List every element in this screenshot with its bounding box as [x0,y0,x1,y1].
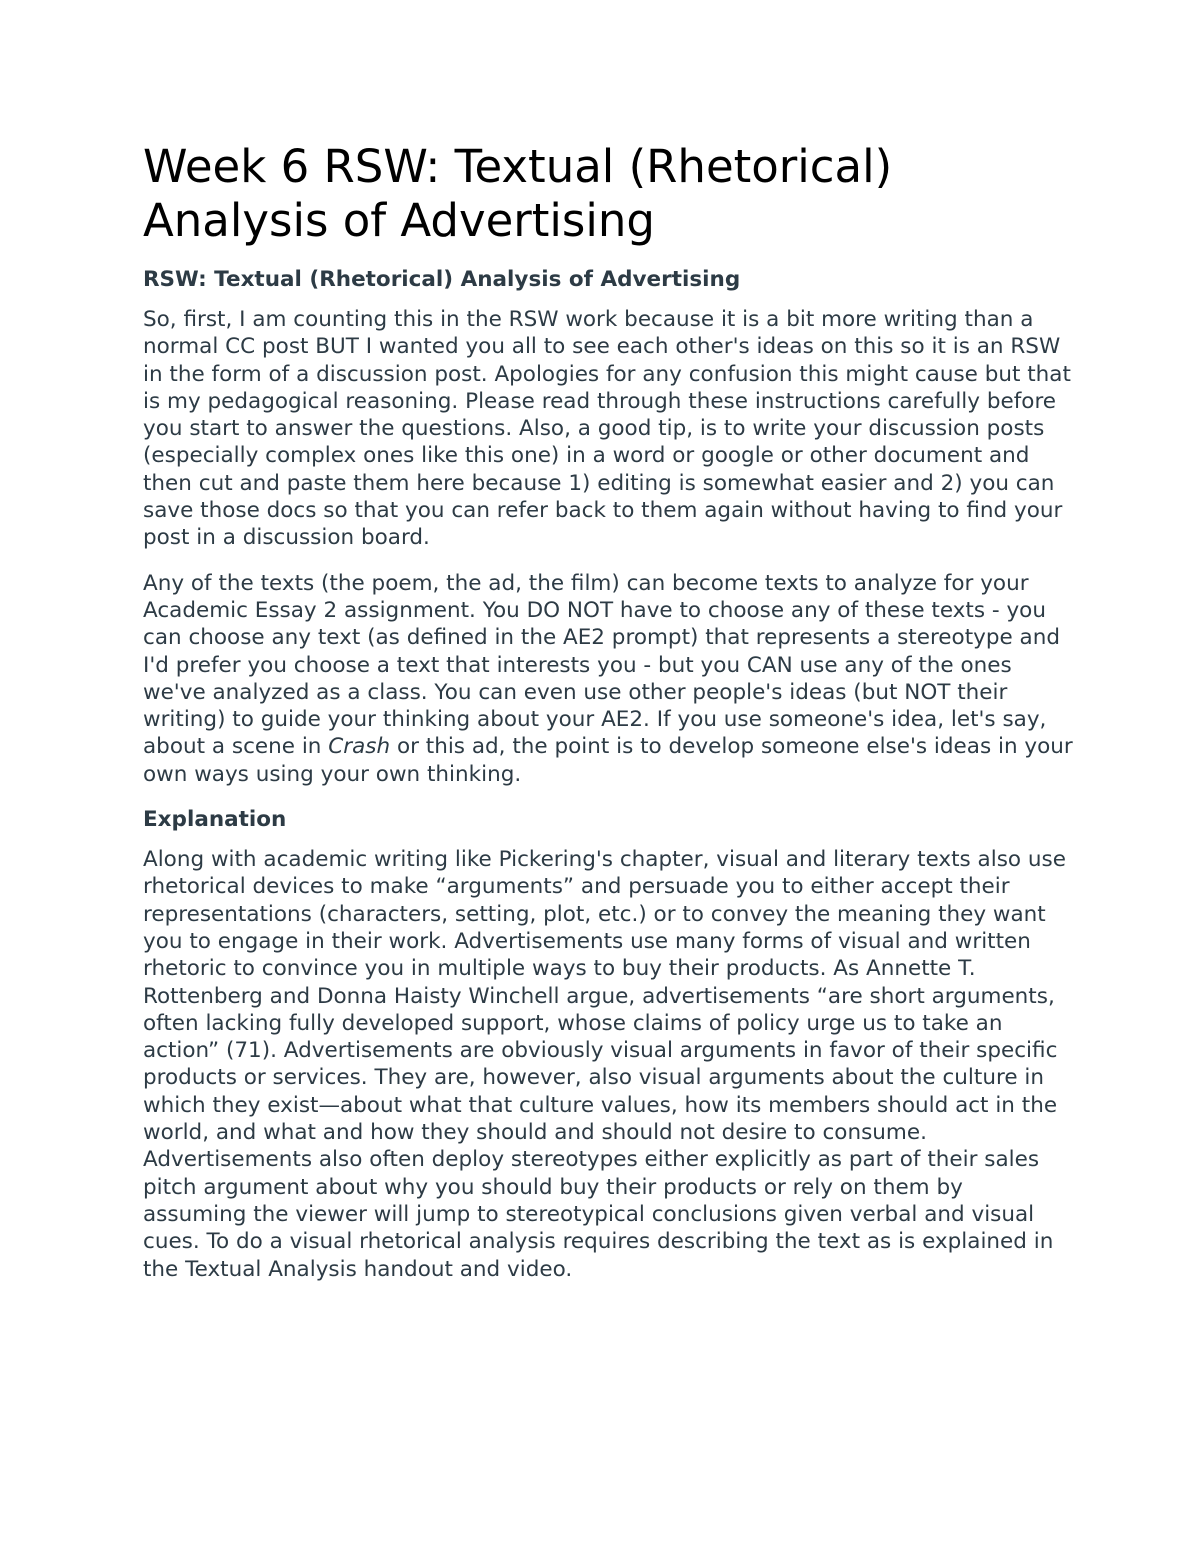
texts-paragraph-start: Any of the texts (the poem, the ad, the film) can become texts to analyze for your Academic Essay 2 assignment. You DO NOT have to choose any of these texts - you can choose any text (as defined in the AE2 prompt) that represents a stereotype and I'd prefer you choose a text that interests you - but you CAN use any of the ones we've analyzed as a class. You can even use other people's ideas (but NOT their writing) to guide your thinking about your AE2. If you use someone's idea, let's say, about a scene in [143,570,1061,760]
explanation-heading: Explanation [143,807,287,833]
film-title-crash: Crash [328,734,391,760]
texts-paragraph [143,570,1073,788]
document-page [143,140,1073,1301]
explanation-paragraph: Along with academic writing like Pickering's chapter, visual and literary texts also use rhetorical devices to make “arguments” and persuade you to either accept their representations (characters, setting, plot, etc.) or to convey the meaning they want you to engage in their work. Advertisements use many forms of visual and written rhetoric to convince you in multiple ways to buy their products. As Annette T. Rottenberg and Donna Haisty Winchell argue, advertisements “are short arguments, often lacking fully developed support, whose claims of policy urge us to take an action” (71). Advertisements are obviously visual arguments in favor of their specific products or services. They are, however, also visual arguments about the culture in which they exist—about what that culture values, how its members should act in the world, and what and how they should and should not desire to consume. Advertisements also often deploy stereotypes either explicitly as part of their sales pitch argument about why you should buy their products or rely on them by assuming the viewer will jump to stereotypical conclusions given verbal and visual cues. To do a visual rhetorical analysis requires describing the text as is explained in the Textual Analysis handout and video. [143,847,1066,1282]
section-subheading: RSW: Textual (Rhetorical) Analysis of Advertising [143,267,741,292]
texts-paragraph-end: or this ad, the point is to develop someone else's ideas in your own ways using your own thinking. [143,734,1073,787]
page-title: Week 6 RSW: Textual (Rhetorical) Analysis of Advertising [143,140,893,247]
intro-paragraph: So, first, I am counting this in the RSW work because it is a bit more writing than a normal CC post BUT I wanted you all to see each other's ideas on this so it is an RSW in the form of a discussion post. Apologies for any confusion this might cause but that is my pedagogical reasoning. Please read through these instructions carefully before you start to answer the questions. Also, a good tip, is to write your discussion posts (especially complex ones like this one) in a word or google or other document and then cut and paste them here because 1) editing is somewhat easier and 2) you can save those docs so that you can refer back to them again without having to find your post in a discussion board. [143,307,1071,551]
